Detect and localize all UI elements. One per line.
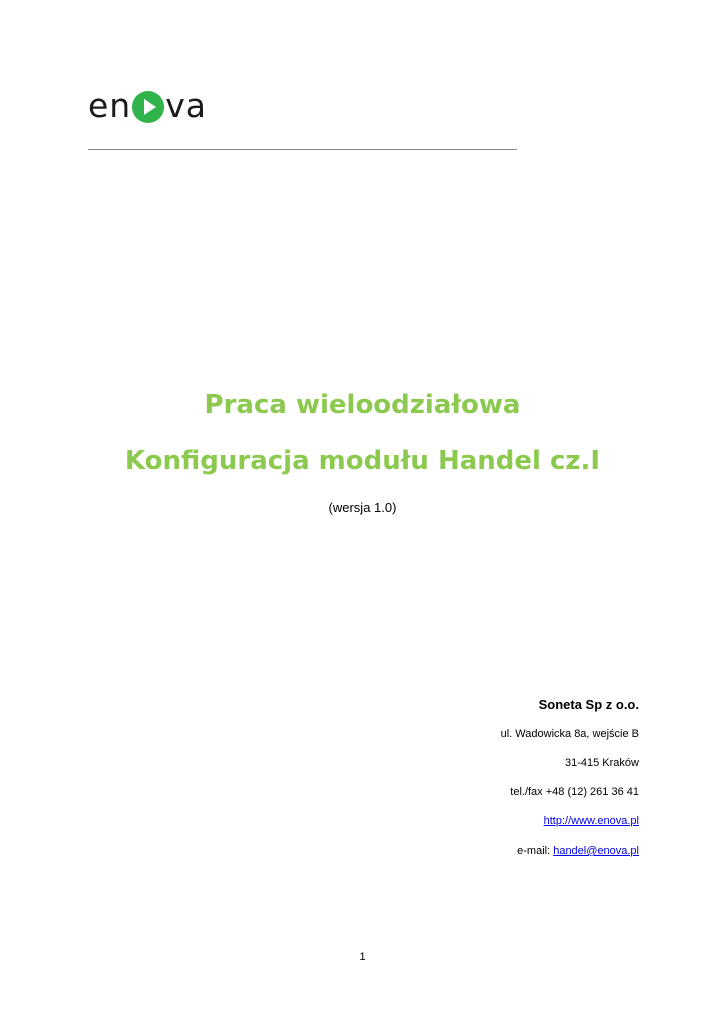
email-row xyxy=(517,845,639,857)
company-name: Soneta Sp z o.o. xyxy=(538,697,639,712)
address-street: ul. Wadowicka 8a, wejście B xyxy=(500,728,639,740)
header-divider xyxy=(88,149,517,150)
logo-text-prefix: en xyxy=(88,86,132,125)
document-title: Praca wieloodziałowa xyxy=(204,390,521,420)
logo-text-suffix: va xyxy=(165,86,207,125)
play-icon xyxy=(132,91,164,123)
email-label: e-mail: xyxy=(517,845,554,857)
page-number: 1 xyxy=(359,951,366,963)
email-link[interactable]: handel@enova.pl xyxy=(553,845,639,857)
website-link[interactable]: http://www.enova.pl xyxy=(543,815,639,827)
enova-logo xyxy=(88,88,207,124)
address-city: 31-415 Kraków xyxy=(565,757,639,769)
website-row xyxy=(544,815,639,827)
version-label: (wersja 1.0) xyxy=(328,500,397,515)
phone-fax: tel./fax +48 (12) 261 36 41 xyxy=(510,786,639,798)
document-subtitle: Konfiguracja modułu Handel cz.I xyxy=(124,446,601,476)
